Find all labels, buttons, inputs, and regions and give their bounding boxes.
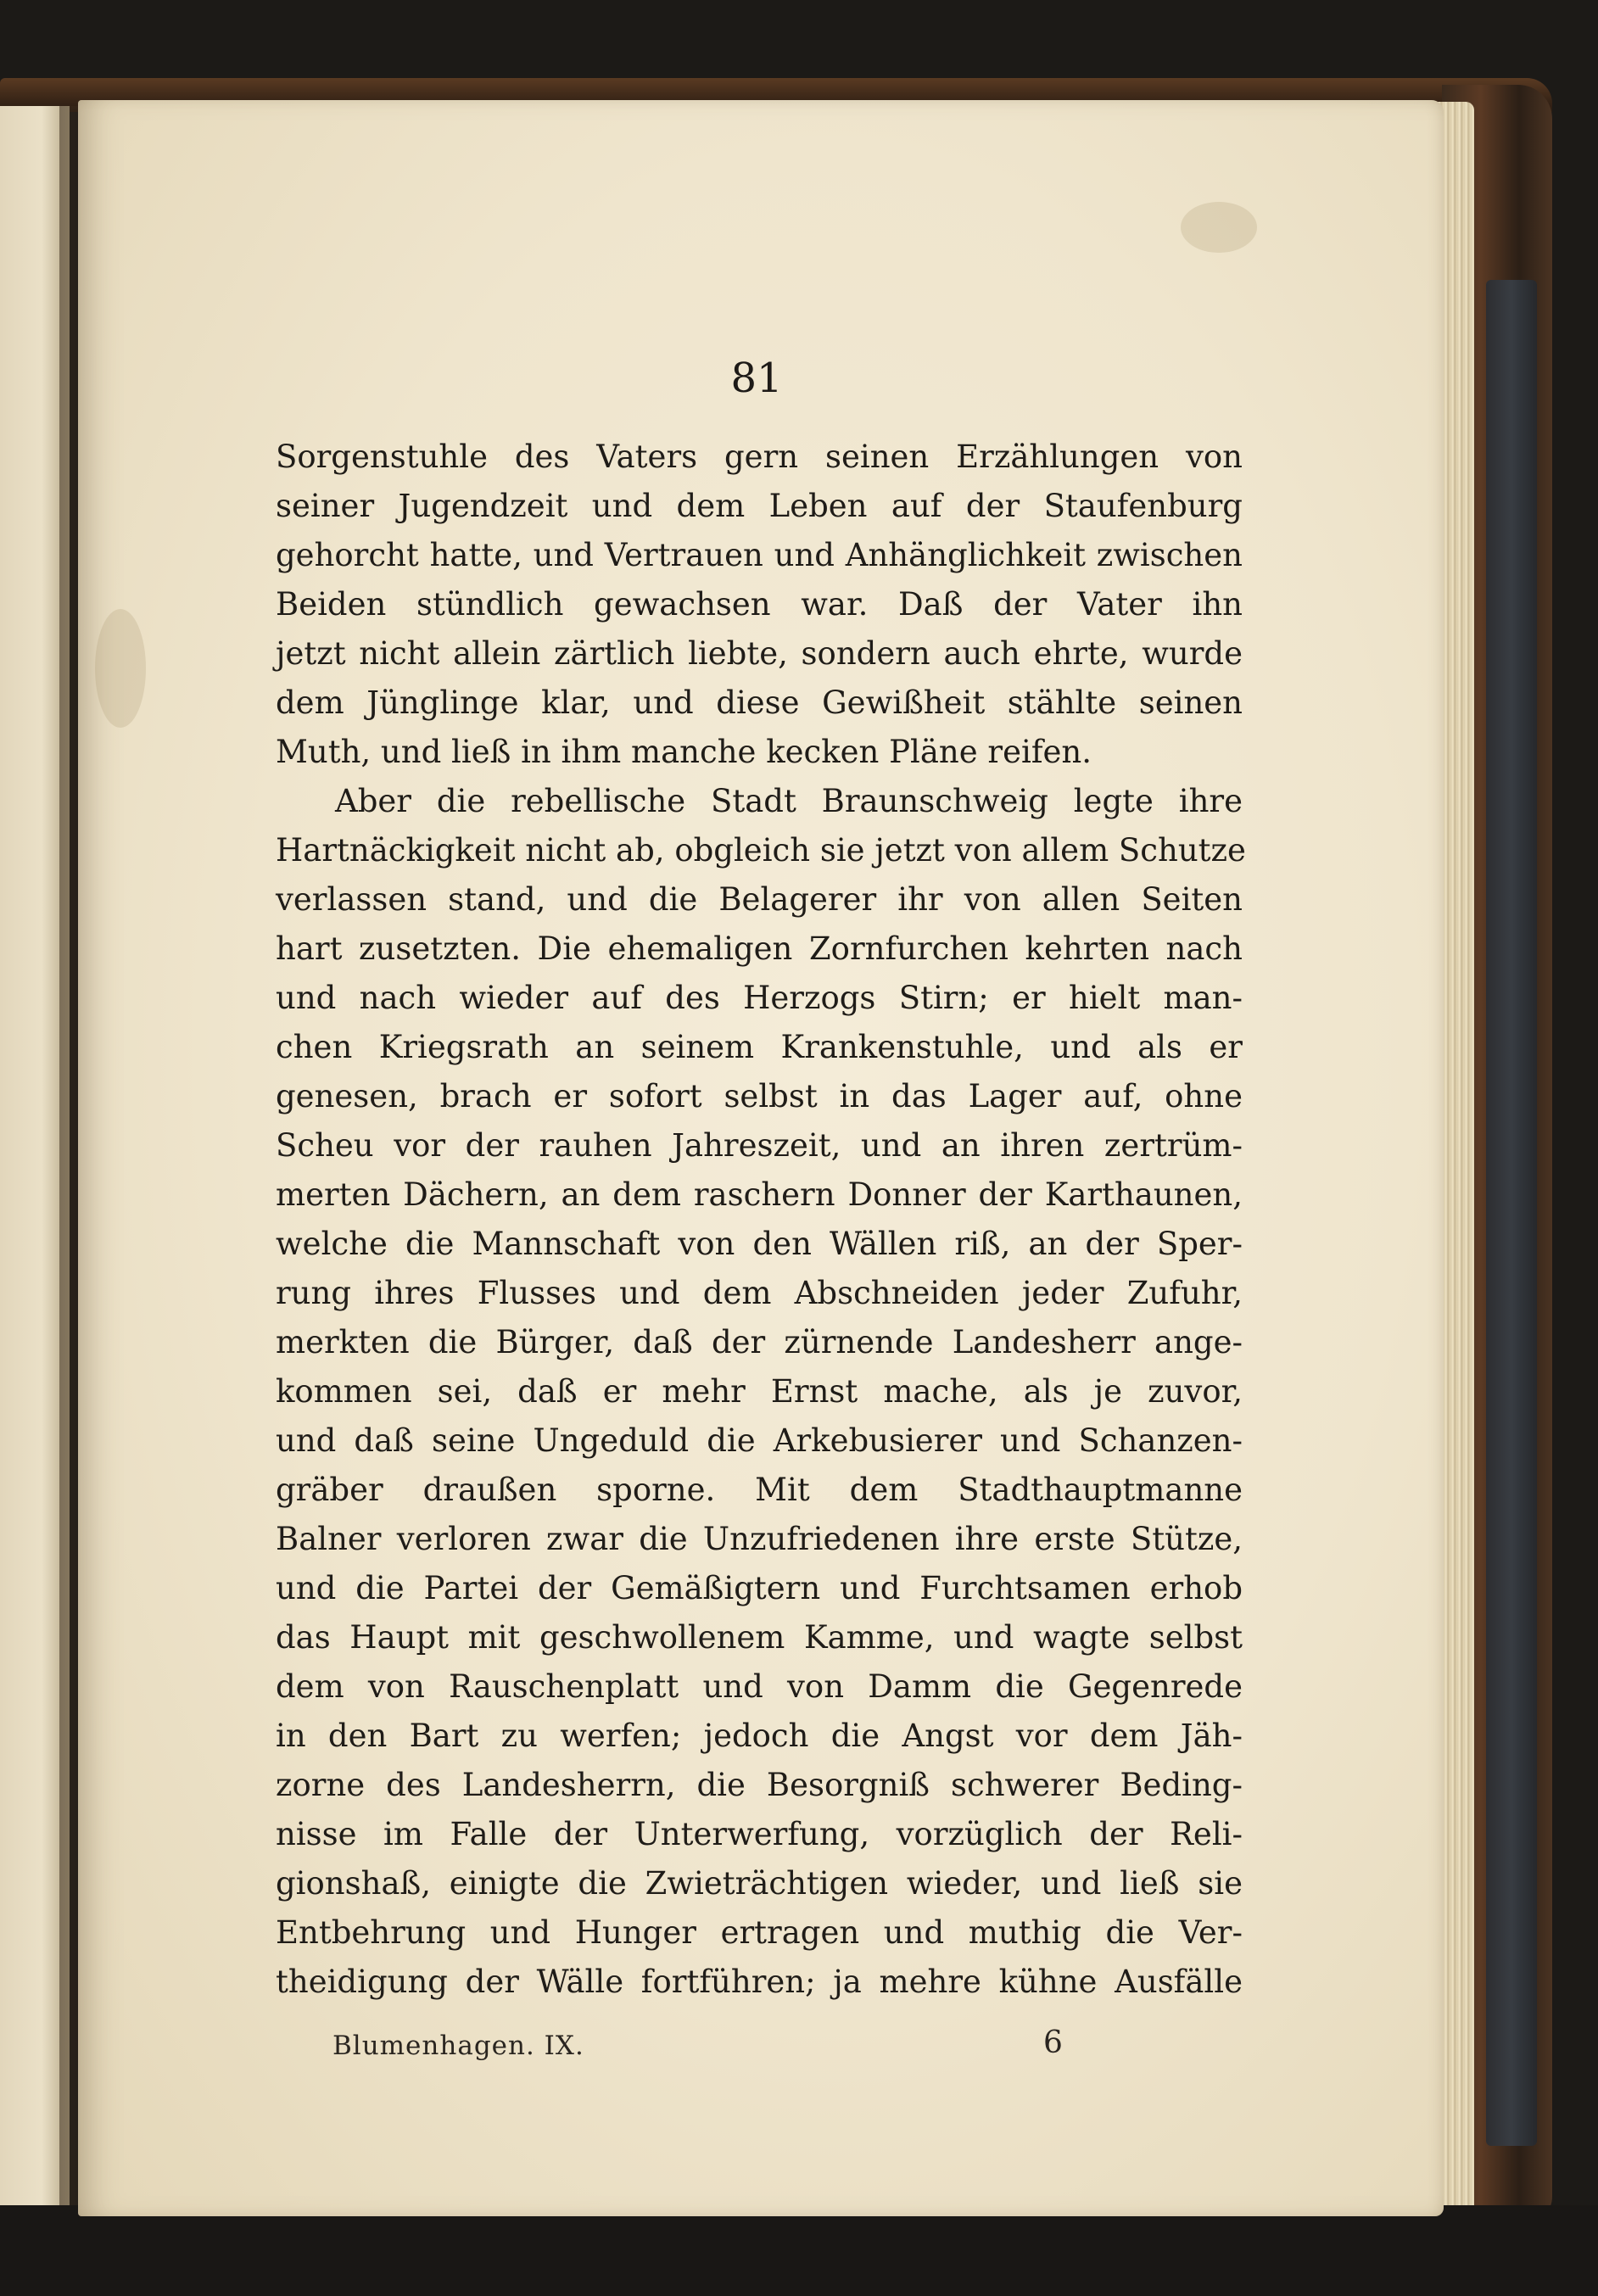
background-bottom: [0, 2205, 1598, 2296]
signature-mark: Blumenhagen. IX.: [332, 2031, 584, 2061]
text-line: kommen sei, daß er mehr Ernst mache, als je zuvor,: [276, 1373, 1243, 1410]
text-line: Muth, und ließ in ihm manche kecken Pläne reifen.: [276, 734, 1092, 770]
text-line: gräber draußen sporne. Mit dem Stadthauptmanne: [276, 1472, 1243, 1508]
body-text: [276, 433, 1246, 2007]
sheet-number: 6: [1043, 2025, 1063, 2060]
text-line: theidigung der Wälle fortführen; ja mehre kühne Ausfälle: [276, 1964, 1243, 2000]
text-line: rung ihres Flusses und dem Abschneiden jeder Zufuhr,: [276, 1275, 1243, 1311]
text-line: und nach wieder auf des Herzogs Stirn; er hielt man-: [276, 980, 1243, 1016]
text-line: merten Dächern, an dem raschern Donner der Karthaunen,: [276, 1176, 1243, 1213]
text-line: gionshaß, einigte die Zwieträchtigen wieder, und ließ sie: [276, 1865, 1243, 1902]
text-line: und die Partei der Gemäßigtern und Furchtsamen erhob: [276, 1570, 1243, 1606]
text-line: nisse im Falle der Unterwerfung, vorzüglich der Reli-: [276, 1816, 1243, 1852]
text-line: merkten die Bürger, daß der zürnende Landesherr ange-: [276, 1324, 1243, 1360]
text-line: seiner Jugendzeit und dem Leben auf der Staufenburg: [276, 488, 1243, 524]
cover-band: [1486, 280, 1537, 2146]
text-line: zorne des Landesherrn, die Besorgniß schwerer Beding-: [276, 1767, 1243, 1803]
text-line: Sorgenstuhle des Vaters gern seinen Erzählungen von: [276, 439, 1243, 475]
text-line: hart zusetzten. Die ehemaligen Zornfurchen kehrten nach: [276, 930, 1243, 967]
page-number: 81: [730, 355, 783, 402]
text-line: welche die Mannschaft von den Wällen riß, an der Sper-: [276, 1226, 1243, 1262]
text-line: Aber die rebellische Stadt Braunschweig legte ihre: [335, 783, 1243, 819]
text-line: genesen, brach er sofort selbst in das Lager auf, ohne: [276, 1078, 1243, 1114]
text-line: dem von Rauschenplatt und von Damm die Gegenrede: [276, 1668, 1243, 1705]
text-line: Entbehrung und Hunger ertragen und muthig die Ver-: [276, 1914, 1243, 1951]
text-line: verlassen stand, und die Belagerer ihr von allen Seiten: [276, 881, 1243, 918]
paper-stain: [95, 609, 146, 728]
text-line: Scheu vor der rauhen Jahreszeit, und an ihren zertrüm-: [276, 1127, 1243, 1164]
text-line: das Haupt mit geschwollenem Kamme, und wagte selbst: [276, 1619, 1243, 1656]
text-line: chen Kriegsrath an seinem Krankenstuhle, und als er: [276, 1029, 1243, 1065]
book-page: [78, 100, 1444, 2216]
text-line: Beiden stündlich gewachsen war. Daß der Vater ihn: [276, 586, 1243, 623]
paper-stain: [1181, 202, 1257, 253]
text-line: in den Bart zu werfen; jedoch die Angst vor dem Jäh-: [276, 1718, 1243, 1754]
text-line: jetzt nicht allein zärtlich liebte, sondern auch ehrte, wurde: [276, 635, 1243, 672]
text-line: Balner verloren zwar die Unzufriedenen ihre erste Stütze,: [276, 1521, 1243, 1557]
text-line: gehorcht hatte, und Vertrauen und Anhänglichkeit zwischen: [276, 537, 1243, 573]
text-line: dem Jünglinge klar, und diese Gewißheit stählte seinen: [276, 684, 1243, 721]
text-line: und daß seine Ungeduld die Arkebusierer und Schanzen-: [276, 1422, 1243, 1459]
text-line: Hartnäckigkeit nicht ab, obgleich sie jetzt von allem Schutze: [276, 832, 1246, 869]
